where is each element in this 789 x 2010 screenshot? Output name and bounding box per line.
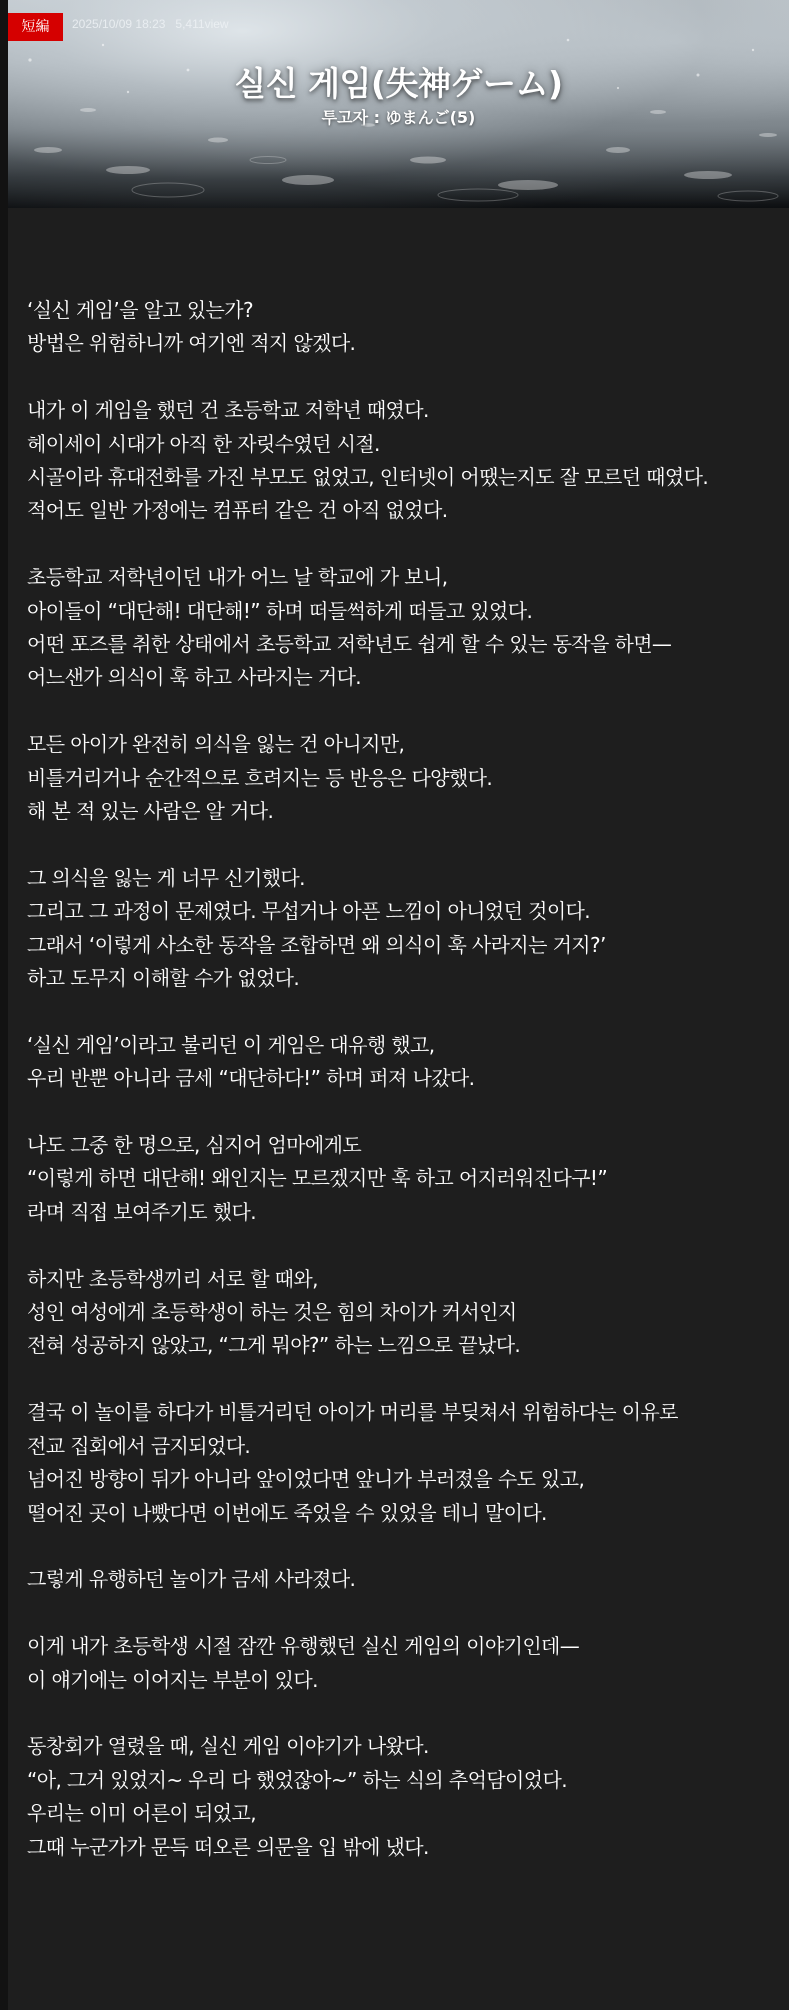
story-author[interactable]: 투고자 : ゆまんご(5) (321, 108, 476, 127)
story-line: 어느샌가 의식이 훅 하고 사라지는 거다. (27, 665, 362, 690)
story-line: 라며 직접 보여주기도 했다. (27, 1199, 256, 1224)
story-line: 초등학교 저학년이던 내가 어느 날 학교에 가 보니, (27, 565, 448, 590)
story-line: 내가 이 게임을 했던 건 초등학교 저학년 때였다. (27, 398, 429, 423)
story-line: 떨어진 곳이 나빴다면 이번에도 죽었을 수 있었을 테니 말이다. (27, 1500, 547, 1525)
story-paragraph (27, 1263, 785, 1363)
story-line: 하고 도무지 이해할 수가 없었다. (27, 966, 300, 991)
story-line: 모든 아이가 완전히 의식을 잃는 건 아니지만, (27, 732, 405, 757)
story-line: 시골이라 휴대전화를 가진 부모도 없었고, 인터넷이 어땠는지도 잘 모르던 때였다. (27, 465, 709, 490)
story-line: 그때 누군가가 문득 떠오른 의문을 입 밖에 냈다. (27, 1834, 429, 1859)
story-line: 그래서 ‘이렇게 사소한 동작을 조합하면 왜 의식이 훅 사라지는 거지?’ (27, 932, 606, 957)
story-paragraph (27, 1029, 785, 1096)
story-paragraph (27, 1730, 785, 1864)
story-line: 비틀거리거나 순간적으로 흐려지는 등 반응은 다양했다. (27, 765, 493, 790)
story-content-panel (8, 208, 789, 2010)
story-paragraph (27, 294, 785, 361)
story-line: 성인 여성에게 초등학생이 하는 것은 힘의 차이가 커서인지 (27, 1300, 517, 1325)
story-line: ‘실신 게임’이라고 불리던 이 게임은 대유행 했고, (27, 1032, 435, 1057)
story-paragraph (27, 862, 785, 996)
hero-banner (8, 0, 789, 208)
story-line: 헤이세이 시대가 아직 한 자릿수였던 시절. (27, 431, 380, 456)
story-paragraph (27, 561, 785, 695)
story-line: 나도 그중 한 명으로, 심지어 엄마에게도 (27, 1133, 362, 1158)
post-meta (72, 17, 229, 31)
story-line: 아이들이 “대단해! 대단해!” 하며 떠들썩하게 떠들고 있었다. (27, 598, 533, 623)
story-paragraph (27, 1396, 785, 1530)
story-paragraph (27, 1563, 785, 1596)
story-line: 그리고 그 과정이 문제였다. 무섭거나 아픈 느낌이 아니었던 것이다. (27, 899, 591, 924)
genre-tag[interactable]: 短編 (8, 13, 63, 41)
story-line: 전혀 성공하지 않았고, “그게 뭐야?” 하는 느낌으로 끝났다. (27, 1333, 521, 1358)
story-line: 결국 이 놀이를 하다가 비틀거리던 아이가 머리를 부딪쳐서 위험하다는 이유로 (27, 1400, 678, 1425)
story-paragraph (27, 728, 785, 828)
story-paragraph (27, 394, 785, 528)
post-date: 2025/10/09 18:23 (72, 17, 166, 31)
view-count: 5,411 (175, 17, 205, 31)
story-line: 그렇게 유행하던 놀이가 금세 사라졌다. (27, 1567, 356, 1592)
story-line: 어떤 포즈를 취한 상태에서 초등학교 저학년도 쉽게 할 수 있는 동작을 하면— (27, 632, 672, 657)
story-line: ‘실신 게임’을 알고 있는가? (27, 298, 254, 322)
story-line: 이게 내가 초등학생 시절 잠깐 유행했던 실신 게임의 이야기인데— (27, 1634, 580, 1659)
story-line: 이 얘기에는 이어지는 부분이 있다. (27, 1667, 318, 1692)
story-line: 적어도 일반 가정에는 컴퓨터 같은 건 아직 없었다. (27, 498, 448, 523)
view-count-unit: view (204, 17, 229, 31)
story-paragraph (27, 1630, 785, 1697)
story-line: “아, 그거 있었지~ 우리 다 했었잖아~” 하는 식의 추억담이었다. (27, 1767, 567, 1792)
story-line: 전교 집회에서 금지되었다. (27, 1433, 251, 1458)
story-line: 넘어진 방향이 뒤가 아니라 앞이었다면 앞니가 부러졌을 수도 있고, (27, 1467, 585, 1492)
story-line: 해 본 적 있는 사람은 알 거다. (27, 799, 274, 824)
story-paragraph (27, 1129, 785, 1229)
story-line: “이렇게 하면 대단해! 왜인지는 모르겠지만 훅 하고 어지러워진다구!” (27, 1166, 608, 1191)
story-line: 방법은 위험하니까 여기엔 적지 않겠다. (27, 331, 356, 356)
story-line: 그 의식을 잃는 게 너무 신기했다. (27, 865, 305, 890)
story-title: 실신 게임(失神ゲーム) (234, 64, 563, 103)
story-line: 우리는 이미 어른이 되었고, (27, 1801, 256, 1826)
story-line: 우리 반뿐 아니라 금세 “대단하다!” 하며 퍼져 나갔다. (27, 1066, 475, 1091)
story-body (27, 294, 785, 1897)
story-line: 하지만 초등학생끼리 서로 할 때와, (27, 1266, 318, 1291)
story-line: 동창회가 열렸을 때, 실신 게임 이야기가 나왔다. (27, 1734, 429, 1759)
